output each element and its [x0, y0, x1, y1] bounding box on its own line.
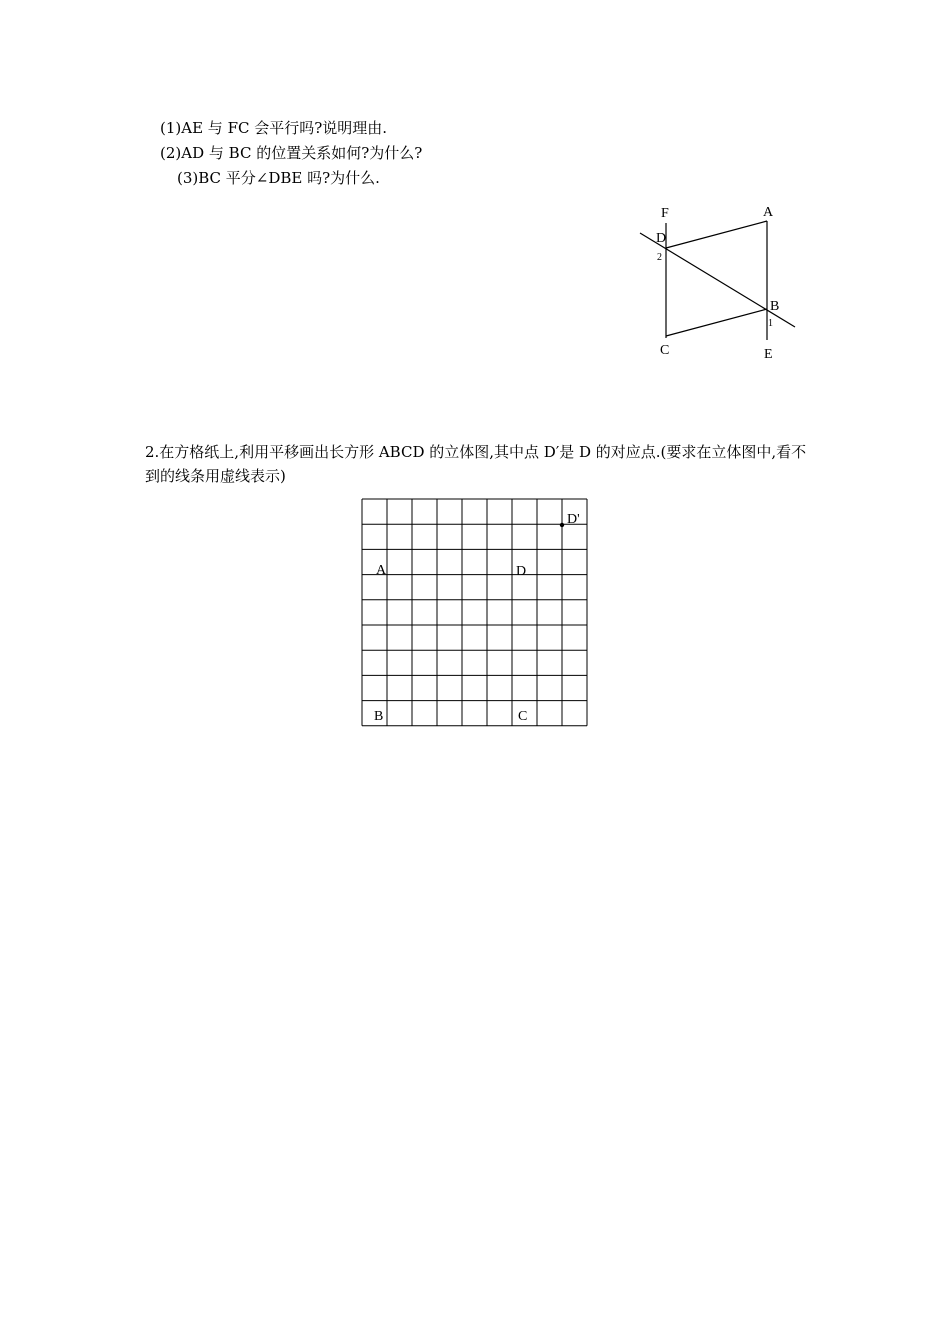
label-b: B: [770, 299, 780, 314]
question-1-part-1: (1)AE 与 FC 会平行吗?说明理由.: [160, 119, 388, 137]
label-e: E: [764, 347, 773, 362]
label-grid-c: C: [518, 709, 528, 724]
grid-lines: [362, 499, 587, 726]
point-d-prime: [560, 523, 564, 527]
label-grid-a: A: [376, 563, 387, 578]
label-c: C: [660, 343, 670, 358]
grid-paper: [355, 493, 595, 733]
segment-cb: [666, 309, 767, 336]
segment-da: [666, 221, 767, 248]
question-1-part-3: (3)BC 平分∠DBE 吗?为什么.: [177, 169, 380, 187]
label-angle-2: 2: [657, 252, 662, 263]
label-grid-b: B: [374, 709, 384, 724]
figure-parallel-lines: [620, 195, 820, 375]
label-f: F: [661, 206, 669, 221]
question-2-text: [145, 440, 810, 488]
label-d: D: [656, 231, 667, 246]
label-angle-1: 1: [768, 318, 773, 329]
label-a: A: [763, 205, 774, 220]
question-1-part-2: (2)AD 与 BC 的位置关系如何?为什么?: [160, 144, 423, 162]
label-grid-d-prime: D': [567, 512, 580, 527]
question-2-body: 2.在方格纸上,利用平移画出长方形 ABCD 的立体图,其中点 D′是 D 的对应点.(要求在立体图中,看不到的线条用虚线表示): [145, 443, 807, 485]
label-grid-d: D: [516, 564, 527, 579]
